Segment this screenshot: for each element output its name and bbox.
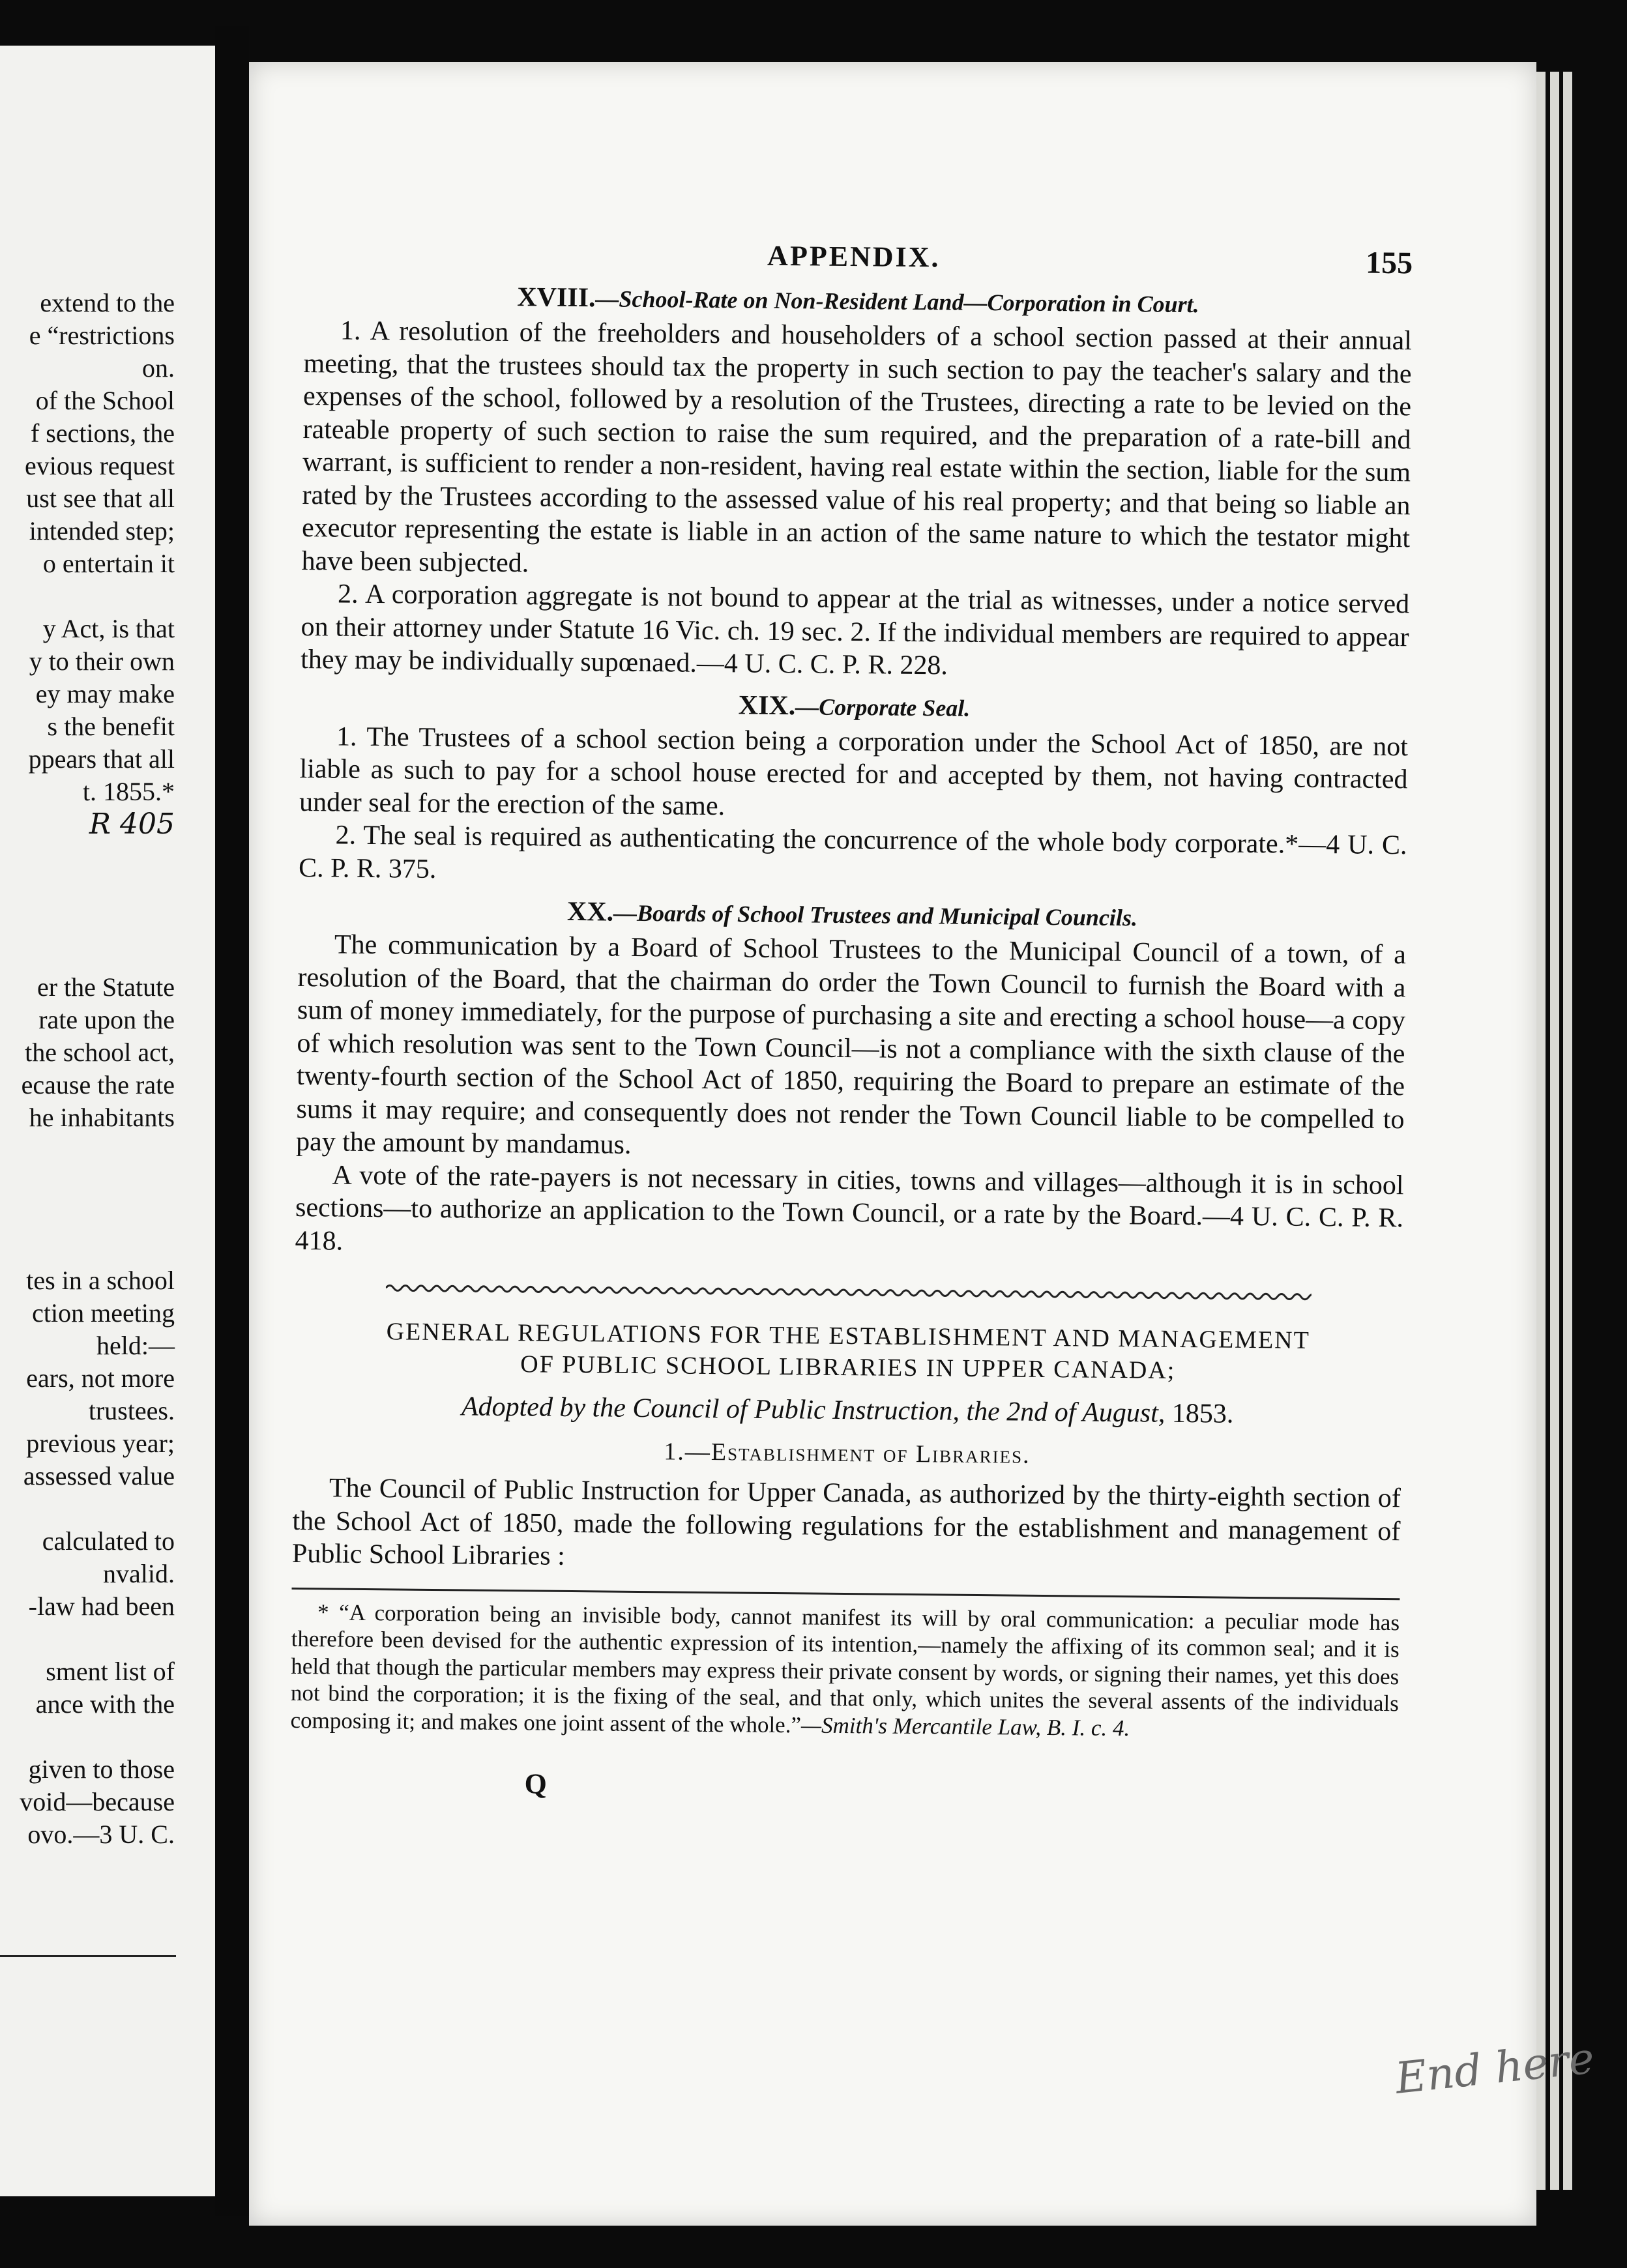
body-text [289,277,1412,1809]
paragraph: 2. A corporation aggregate is not bound to appear at the trial as witnesses, under a notice served on their attorney under Statute 16 Vic. ch. 19 sec. 2. If the individual members are required to appear they may be individually supœnaed.—4 U. C. C. P. R. 228. [300,579,1410,681]
previous-page-line: tes in a school [26,1266,175,1295]
previous-page-line [168,1199,175,1232]
paragraph: A vote of the rate-payers is not necessary in cities, towns and villages—although it is in school sections—to authorize an application to the Town Council, or a rate by the Board.—4 U. C. C. P. R. 418. [295,1159,1404,1257]
previous-page-line [168,1167,175,1199]
adoption-note-text: Adopted by the Council of Public Instruction, the 2nd of August, [461,1391,1165,1429]
signature-mark: Q [524,1767,548,1800]
previous-page-text [0,287,175,1851]
previous-page-line: R 405 [89,807,175,841]
previous-page-line: intended step; [29,516,175,545]
section-number: XX. [566,896,614,927]
running-head-title: APPENDIX. [767,239,941,274]
footnote [290,1598,1400,1744]
previous-page-line: t. 1855.* [82,777,175,806]
previous-page-line: er the Statute [37,972,175,1002]
previous-page-line [168,938,175,971]
handwritten-note: End here [1392,2033,1597,2104]
paragraph: The communication by a Board of School Trustees to the Municipal Council of a town, of a resolution of the Board, that the chairman do order the Town Council to furnish the Board with a sum of money immediately, for the purpose of purchasing a site and erecting a school house—a copy of which resolution was sent to the Town Council—is not a compliance with the sixth clause of the twenty-fourth section of the School Act of 1850, requiring the Board to prepare an estimate of the sums it may require; and consequently does not render the Town Council liable to be compelled to pay the amount by mandamus. [295,929,1407,1160]
previous-page-line: of the School [35,386,175,415]
adoption-year: 1853. [1165,1398,1234,1429]
previous-page-line: evious request [25,451,175,480]
adoption-note [293,1387,1401,1434]
previous-page-line [168,1623,175,1655]
section-title: —Corporate Seal. [795,693,971,721]
page-edge [1563,72,1572,2190]
previous-page-line [168,580,175,613]
previous-page-line: nvalid. [103,1559,175,1588]
section-number: XVIII. [517,282,596,313]
previous-page-line [168,873,175,906]
paragraph: The Council of Public Instruction for Upper Canada, as authorized by the thirty-eighth section of the School Act of 1850, made the following regulations for the establishment and management of Public School Libraries : [291,1473,1401,1571]
previous-page-line: the school act, [25,1038,175,1067]
page-edge [1536,72,1546,2190]
previous-page-line: ecause the rate [21,1070,175,1099]
establishment-heading: 1.—Establishment of Libraries. [664,1438,1031,1469]
previous-page-line: ust see that all [26,484,175,513]
regulations-title-line-1: GENERAL REGULATIONS FOR THE ESTABLISHMENT AND MANAGEMENT [386,1318,1311,1354]
previous-page-line: trustees. [88,1396,175,1425]
previous-page-line [168,1232,175,1264]
previous-page-line: on. [142,353,175,383]
previous-page-line [168,841,175,873]
page-number: 155 [1365,245,1413,281]
regulations-title-line-2: OF PUBLIC SCHOOL LIBRARIES IN UPPER CANADA; [520,1350,1176,1384]
previous-page-line: he inhabitants [29,1103,175,1132]
previous-page-line: ppears that all [28,744,175,774]
previous-page-strip [0,46,215,2196]
paragraph: 1. The Trustees of a school section being a corporation under the School Act of 1850, are not liable as such to pay for a school house erected for and accepted by them, not having contracted under seal for the erection of the same. [299,721,1409,821]
paragraph: 1. A resolution of the freeholders and householders of a school section passed at their annual meeting, that the trustees should tax the property in such section to pay the teacher's salary and the expenses of the school, followed by a resolution of the Trustees, directing a rate to be levied on the rateable property of such section to raise the sum required, and the preparation of a rate-bill and warrant, is sufficient to render a non-resident, having real estate within the section, liable for the sum rated by the Trustees according to the assessed value of his real property; and that being so liable an executor representing the estate is liable in an action of the same nature to which the testator might have been subjected. [301,315,1413,578]
previous-page-line: -law had been [28,1592,175,1621]
wavy-divider [386,1280,1312,1305]
previous-page-line: ears, not more [26,1363,175,1393]
previous-page-line: e “restrictions [29,321,175,350]
previous-page-line: y to their own [29,647,175,676]
previous-page-line: void—because [20,1787,175,1816]
section-title: —School-Rate on Non-Resident Land—Corporation in Court. [595,285,1199,318]
previous-page-line [168,1492,175,1525]
previous-page-line: sment list of [46,1657,175,1686]
previous-page-footnote-rule [0,1955,176,1957]
running-head [304,235,1413,284]
footnote-rule [292,1587,1400,1599]
previous-page-line: f sections, the [30,418,175,448]
book-gutter [215,26,249,2216]
page-edge [1550,72,1559,2190]
previous-page-line: calculated to [42,1526,175,1556]
previous-page-line: o entertain it [42,549,175,578]
previous-page-line: assessed value [23,1461,175,1490]
previous-page-line: ance with the [35,1689,175,1719]
previous-page-line: held:— [96,1331,175,1360]
previous-page-line: ction meeting [32,1298,175,1328]
previous-page-line: ey may make [35,679,175,708]
previous-page-line [168,1721,175,1753]
footnote-text: * “A corporation being an invisible body, cannot manifest its will by oral communication: a peculiar mode has therefore been devised for the authentic expression of its intention,—namely the affixing of its common seal; and it is held that though the particular members may express their private consent by words, or signing their names, yet this does not bind the corporation; it is the fixing of the seal, and that only, which unites the several assents of the individuals composing it; and makes one joint assent of the whole.” [290,1599,1400,1737]
paragraph: 2. The seal is required as authenticating the concurrence of the whole body corporate.*—4 U. C. C. P. R. 375. [298,820,1407,884]
previous-page-line: s the benefit [47,712,175,741]
previous-page-line [168,906,175,938]
section-number: XIX. [738,690,796,721]
previous-page-line [168,1134,175,1167]
document-page [249,62,1536,2226]
previous-page-line: extend to the [40,288,175,317]
previous-page-line: rate upon the [38,1005,175,1034]
previous-page-line: ovo.—3 U. C. [27,1820,175,1849]
section-title: —Boards of School Trustees and Municipal Councils. [613,899,1138,931]
page-content [290,62,1414,1800]
footnote-citation: —Smith's Mercantile Law, B. I. c. 4. [800,1711,1130,1741]
previous-page-line: given to those [28,1754,175,1784]
previous-page-line: previous year; [26,1429,175,1458]
previous-page-line: y Act, is that [42,614,175,643]
